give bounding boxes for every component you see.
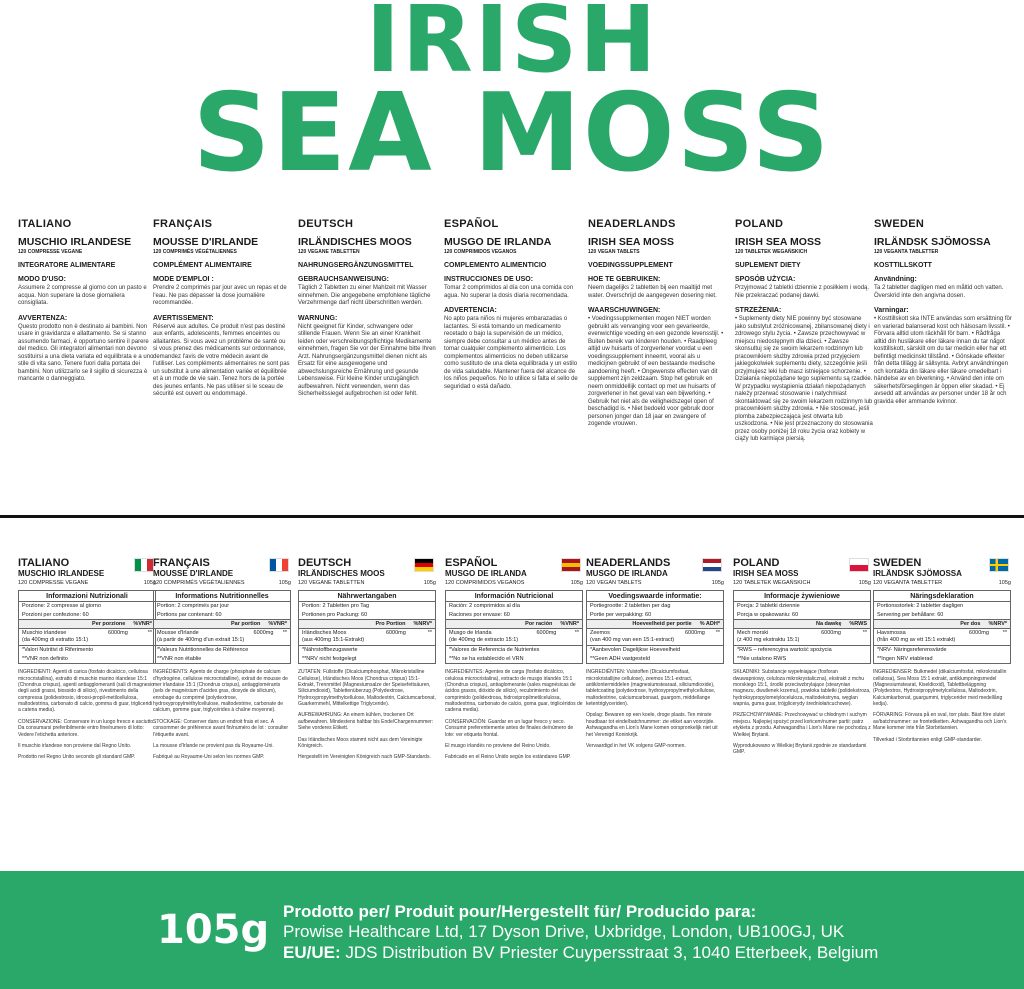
- pack-size-row: [733, 580, 871, 586]
- nutrient-amount: 6000mg: [253, 630, 274, 637]
- table-row: [446, 629, 582, 646]
- language-name: FRANÇAIS: [153, 557, 210, 569]
- ingredient-paragraph: Fabriqué au Royaume-Uni selon les normes GMP.: [153, 754, 265, 761]
- ingredient-paragraph: FÖRVARING: Förvara på en sval, torr plats. Bäst före slutet av/batchnummer: se frontetiketten. Ashwagandha och Lion's Mane kommer inte från Storbritannien.: [873, 712, 1007, 732]
- weight-label: 105g: [143, 580, 156, 586]
- section-text: Réservé aux adultes. Ce produit n'est pas destiné aux enfants, adolescents, femmes enceintes ou allaitantes. Si vous avez un problème de santé ou si vous prenez des médicaments sur ordonnance, demandez l'avis de votre médecin avant de l'utiliser. Les compléments alimentaires ne sont pas un substitut à une alimentation variée et équilibrée et à un mode de vie sain. Tenez hors de la portée des jeunes enfants. Ne pas utiliser si le sceau de sécurité est ouvert ou endommagé.: [153, 323, 290, 397]
- ingredient-paragraph: AUFBEWAHRUNG: An einem kühlen, trockenen Ort aufbewahren. Mindestens haltbar bis Ende/Chargennummer: Siehe vorderes Etikett.: [298, 712, 434, 732]
- table-row: [734, 629, 870, 646]
- table-footnote: *Valori Nutritivi di Riferimento: [22, 646, 94, 653]
- nutrition-column: [18, 557, 156, 761]
- country-flag-icon: [849, 558, 869, 572]
- language-name: SWEDEN: [874, 218, 925, 230]
- weight-label: 105g: [858, 580, 871, 586]
- table-header-row: [446, 619, 582, 629]
- table-footnote: **Geen ADH vastgesteld: [590, 655, 650, 662]
- column-header-nrv: %NRV*: [413, 621, 432, 628]
- column-header-nrv: %VNR*: [268, 621, 287, 628]
- table-header-row: [19, 619, 155, 629]
- ingredient-paragraph: CONSERVACIÓN: Guardar en un lugar fresco y seco. Consumir preferentemente antes de finales de/número de lote: ver etiqueta frontal.: [445, 718, 574, 738]
- language-name: NEADERLANDS: [588, 218, 676, 230]
- nutrient-name: Mech morski: [737, 630, 769, 637]
- section-heading: MODO D'USO:: [18, 276, 66, 283]
- table-footnote: **No se ha establecido el VRN: [449, 655, 524, 662]
- nutrition-table-title: Näringsdeklaration: [874, 591, 1010, 602]
- section-text: Przyjmować 2 tabletki dziennie z posiłkiem i wodą. Nie przekraczać podanej dawki.: [735, 285, 870, 299]
- nutrient-nrv: **: [427, 630, 432, 637]
- column-header-nrv: %NRV*: [988, 621, 1007, 628]
- column-header-nrv: %VNR*: [560, 621, 579, 628]
- section-text: Assumere 2 compresse al giorno con un pasto e acqua. Non superare la dose giornaliera consigliata.: [18, 285, 147, 306]
- section-text: • Suplementy diety NIE powinny być stosowane jako substytut zróżnicowanej, zbilansowanej diety i zdrowego stylu życia. • Zawsze przechowywać w miejscu niedostępnym dla dzieci. • Zawsze skonsultuj się ze swoim lekarzem rodzinnym lub pracownikiem służby zdrowia przed przyjęciem jakiegokolwiek suplementu diety, szczególnie jeśli przyjmujesz leki lub masz istniejące schorzenie. • Działania niepożądane tego suplementu są rzadkie. W przypadku wystąpienia działań niepożądanych należy przerwać stosowanie i natychmiast skontaktować się ze swoim lekarzem rodzinnym lub pracownikiem służby zdrowia. • Nie stosować, jeśli plomba zabezpieczająca jest otwarta lub uszkodzona. • Nie jest przeznaczony do stosowania przez osoby poniżej 18 roku życia oraz kobiety w ciąży lub karmiące piersią.: [735, 316, 873, 442]
- language-column: [153, 218, 291, 399]
- table-footnote: *Valores de Referencia de Nutrientes: [449, 646, 540, 653]
- nutrient-nrv: **: [715, 630, 720, 637]
- nutrition-table-title: Nährwertangaben: [299, 591, 435, 602]
- language-column: [735, 218, 873, 444]
- product-subtitle: 120 TABLETEK WEGAŃSKICH: [735, 249, 808, 255]
- nutrient-amount: 6000mg: [969, 630, 989, 637]
- product-name: MUSCHIO IRLANDESE: [18, 569, 105, 578]
- section-heading: HOE TE GEBRUIKEN:: [588, 276, 661, 283]
- pack-size-row: [445, 580, 583, 586]
- section-heading: COMPLÉMENT ALIMENTAIRE: [153, 262, 252, 269]
- weight-label: 105g: [998, 580, 1011, 586]
- table-row: [299, 629, 435, 646]
- nutrient-detail: (à partir de 400mg d'un extrait 15:1): [157, 637, 245, 644]
- servings-per-container: Servering per behållare: 60: [877, 611, 944, 618]
- table-header-row: [874, 619, 1010, 629]
- section-divider: [0, 515, 1024, 518]
- nutrient-detail: (aus 400mg 15:1-Extrakt): [302, 637, 365, 644]
- serving-size: Porzione: 2 compresse al giorno: [22, 603, 101, 609]
- nutrient-detail: (de 400mg de extracto 15:1): [449, 637, 519, 644]
- product-subtitle: 120 TABLETEK WEGAŃSKICH: [733, 580, 811, 586]
- footer-eu-label: EU/UE:: [283, 943, 341, 962]
- product-subtitle: 120 VEGANTA TABLETTER: [874, 249, 939, 255]
- product-name: MUSGO DE IRLANDA: [444, 236, 552, 248]
- ingredient-paragraph: INGREDIENTI: Agenti di carica (fosfato dicalcico, cellulosa microcristallina), estratto di muschio marino irlandese 15:1 (Chondrus crispus), agenti antiagglomeranti (sali di magnesio degli acidi grassi, biossido di silicio), rivestimento della compressa (polidestrosio, idrossi-propil-metilcellulosa, maltodestrina, carbonato di calcio, gomma di guar, trigliceridi a catena media).: [18, 669, 154, 714]
- ingredient-paragraph: SKŁADNIKI: Substancje wypełniające (fosforan dwuwapniowy, celuloza mikrokrystaliczna), ekstrakt z mchu morskiego 15:1, środki przeciwzbrylające (stearynian magnezu, dwutlenek krzemu), powłoka tabletki (polidekstroza, hydroksypropylometyloceluloza, maltodekstryna, węglan wapnia, guma guar, trójglicerydy średniołańcuchowe).: [733, 669, 871, 708]
- table-footnote: **Ingen NRV etablerad: [877, 655, 933, 662]
- table-header-row: [299, 619, 435, 629]
- section-heading: VOEDINGSSUPPLEMENT: [588, 262, 673, 269]
- section-text: • Voedingssupplementen mogen NIET worden gebruikt als vervanging voor een gevarieerde, evenwichtige voeding en een gezonde levensstijl. • Buiten bereik van kinderen houden. • Raadpleeg altijd uw huisarts of zorgverlener voordat u een voedingssupplement inneemt, vooral als u medicijnen gebruikt of een bestaande medische aandoening heeft. • Ongewenste effecten van dit supplement zijn zeldzaam. Stop het gebruik en neem onmiddellijk contact op met uw huisarts of zorgverlener in het geval van een bijwerking. • Gebruik het niet als de veiligheidszegel open of beschadigd is. • Niet bedoeld voor gebruik door personen jonger dan 18 jaar en zwangere of zogende vrouwen.: [588, 316, 724, 427]
- ingredient-paragraph: PRZECHOWYWANIE: Przechowywać w chłodnym i suchym miejscu. Najlepiej spożyć przed końcem/numer partii: patrz etykieta z przodu. Ashwagandha i Lion's Mane nie pochodzą z Wielkiej Brytanii.: [733, 712, 871, 738]
- nutrient-nrv: **: [574, 630, 579, 637]
- country-flag-icon: [134, 558, 154, 572]
- table-footnote: *Valeurs Nutritionnelles de Référence: [157, 646, 249, 653]
- nutrition-table-title: Información Nutricional: [446, 591, 582, 602]
- language-name: FRANÇAIS: [153, 218, 213, 230]
- language-name: ESPAÑOL: [444, 218, 499, 230]
- product-subtitle: 120 COMPRIMÉS VÉGÉTALIENNES: [153, 580, 245, 586]
- serving-size: Portion: 2 comprimés par jour: [157, 603, 230, 609]
- ingredient-paragraph: Hergestellt im Vereinigten Königreich nach GMP-Standards.: [298, 754, 431, 761]
- weight-label: 105g: [711, 580, 724, 586]
- language-name: DEUTSCH: [298, 557, 352, 569]
- product-subtitle: 120 COMPRIMIDOS VEGANOS: [444, 249, 517, 255]
- table-header-row: [734, 619, 870, 629]
- product-subtitle: 120 VEGANTA TABLETTER: [873, 580, 943, 586]
- ingredient-paragraph: Opslag: Bewaren op een koele, droge plaats. Ten minste houdbaar tot einde/batchnummer: zie etiket aan voorzijde. Ashwagandha en Lion's Mane komen oorspronkelijk niet uit het Verenigd Koninkrijk.: [586, 712, 718, 738]
- serving-size: Portion: 2 Tabletten pro Tag: [302, 603, 370, 609]
- ingredient-paragraph: La mousse d'Irlande ne provient pas du Royaume-Uni.: [153, 743, 274, 750]
- product-subtitle: 120 VEGANE TABLETTEN: [298, 249, 360, 255]
- pack-size-row: [153, 580, 291, 586]
- footer-eu-address: [283, 943, 878, 963]
- ingredient-paragraph: INGREDIËNTEN: Vulstoffen (Dicalciumfosfaat, microkristallijne cellulose), zeemos 15:1-extract, antiklontermiddelen (magnesiumstearaat, siliciumdioxide), tabletcoating (polydextrose, hydroxypropylmethylcellulose, maltodextrine, calciumcarbonaat, guargom, middellange ketentriglyceriden).: [586, 669, 716, 708]
- product-name: IRISH SEA MOSS: [733, 569, 799, 578]
- product-name: IRLÄNDISCHES MOOS: [298, 569, 385, 578]
- nutrition-column: [873, 557, 1011, 743]
- product-name: IRLÄNDISCHES MOOS: [298, 236, 412, 248]
- product-name: MUSCHIO IRLANDESE: [18, 236, 132, 248]
- column-header-per-serving: Hoeveelheid per portie: [632, 621, 692, 628]
- table-row: [154, 629, 290, 646]
- section-heading: SPOSÓB UŻYCIA:: [735, 276, 796, 283]
- column-header-per-serving: Per porzione: [92, 621, 126, 628]
- title-irish: IRISH: [365, 0, 659, 93]
- nutrition-column: [586, 557, 724, 749]
- section-heading: INTEGRATORE ALIMENTARE: [18, 262, 116, 269]
- serving-size: Portiegrootte: 2 tabletten per dag: [590, 603, 671, 609]
- product-subtitle: 120 VEGAN TABLETS: [586, 580, 642, 586]
- nutrient-name: Havsmossa: [877, 630, 906, 637]
- servings-per-container: Raciones por envase: 60: [449, 611, 510, 618]
- section-heading: SUPLEMENT DIETY: [735, 262, 801, 269]
- nutrient-name: Irländisches Moos: [302, 630, 347, 637]
- nutrient-nrv: **: [282, 630, 287, 637]
- section-text: No apto para niños ni mujeres embarazadas o lactantes. Si está tomando un medicamento recetado o bajo la supervisión de un médico, siempre debe consultar a un médico antes de tomar cualquier complemento alimenticio. Los complementos alimenticios no deben utilizarse como sustituto de una dieta equilibrada y un estilo de vida saludable. Mantener fuera del alcance de los niños pequeños. No lo utilice si falta el sello de seguridad o está dañado.: [444, 316, 578, 390]
- table-footnote: *Nährstoffbezugswerte: [302, 646, 358, 653]
- language-column: [18, 218, 156, 384]
- table-header-row: [587, 619, 723, 629]
- section-heading: STRZEŻENIA:: [735, 307, 782, 314]
- nutrition-column: [153, 557, 291, 761]
- product-subtitle: 120 COMPRIMIDOS VEGANOS: [445, 580, 525, 586]
- ingredient-paragraph: STOCKAGE: Conserver dans un endroit frais et sec. À consommer de préférence avant fin/numéro de lot : consulter l'étiquette avant.: [153, 718, 289, 738]
- nutrition-table-title: Voedingswaarde informatie:: [587, 591, 723, 602]
- column-header-nrv: % ADH*: [699, 621, 720, 628]
- country-flag-icon: [414, 558, 434, 572]
- column-header-per-serving: Por ración: [525, 621, 553, 628]
- column-header-nrv: %VNR*: [133, 621, 152, 628]
- nutrition-table: [586, 590, 724, 664]
- nutrient-name: Musgo de Irlanda: [449, 630, 492, 637]
- language-columns: [18, 218, 1014, 508]
- ingredient-paragraph: INGRÉDIENTS: Agents de charge (phosphate de calcium d'hydrogène, cellulose microcristalline), extrait de mousse de mer irlandaise 15:1 (Chondrus crispus), antiagglomérants (sels de magnésium d'acides gras, dioxyde de silicium), enrobage du comprimé (polydextrose, hydroxypropylméthylcellulose, maltodextrine, carbonate de calcium, gomme guar, triglycérides à chaîne moyenne).: [153, 669, 288, 714]
- language-column: [874, 218, 1012, 406]
- language-name: ESPAÑOL: [445, 557, 498, 569]
- nutrition-table: [873, 590, 1011, 664]
- title-sea-moss: SEA MOSS: [192, 71, 832, 196]
- pack-size-row: [873, 580, 1011, 586]
- nutrition-table: [153, 590, 291, 664]
- nutrition-table-title: Informacje żywieniowe: [734, 591, 870, 602]
- language-column: [444, 218, 582, 391]
- country-flag-icon: [561, 558, 581, 572]
- table-footnote: **Nie ustalono RWS: [737, 655, 787, 662]
- nutrition-column: [445, 557, 583, 761]
- section-text: • Kosttillskott ska INTE användas som ersättning för en varierad balanserad kost och hälsosam livsstil. • Förvara alltid utom räckhåll för barn. • Rådfråga alltid din husläkare eller läkare innan du tar något kosttillskott, särskilt om du tar medicin eller har ett befintligt medicinskt tillstånd. • Gönskade effekter från detta tillägg är sällsynta. Avbryt användningen och kontakta din läkare eller läkare omedelbart i händelse av en biverkning. • Använd den inte om säkerhetsförseglingen är öppen eller skadad. • Ej avsedd att användas av personer under 18 år och gravida eller ammande kvinnor.: [874, 316, 1012, 405]
- servings-per-container: Portionen pro Packung: 60: [302, 611, 368, 618]
- section-heading: WAARSCHUWINGEN:: [588, 307, 661, 314]
- language-name: ITALIANO: [18, 218, 72, 230]
- footer-eu-text: JDS Distribution BV Priester Cuypersstraat 3, 1040 Etterbeek, Belgium: [340, 943, 879, 962]
- serving-size: Portionsstorlek: 2 tabletter dagligen: [877, 603, 964, 609]
- section-heading: GEBRAUCHSANWEISUNG:: [298, 276, 389, 283]
- section-text: Täglich 2 Tabletten zu einer Mahlzeit mit Wasser einnehmen. Die angegebene empfohlene tägliche Verzehrmenge darf nicht überschritten werden.: [298, 285, 431, 306]
- nutrient-name: Mousse d'Irlande: [157, 630, 199, 637]
- nutrient-amount: 6000mg: [821, 630, 841, 637]
- section-text: Tomar 2 comprimidos al día con una comida con agua. No superar la dosis diaria recomendada.: [444, 285, 574, 299]
- section-heading: Användning:: [874, 276, 917, 283]
- nutrient-detail: (från 400 mg av ett 15:1 extrakt): [877, 637, 956, 644]
- table-footnote: **NRV nicht festgelegt: [302, 655, 357, 662]
- product-name: MOUSSE D'IRLANDE: [153, 236, 259, 248]
- net-weight: 105g: [157, 907, 270, 953]
- section-heading: AVERTISSEMENT:: [153, 314, 214, 322]
- pack-size-row: [586, 580, 724, 586]
- column-header-per-serving: Par portion: [231, 621, 261, 628]
- nutrition-table-title: Informations Nutritionnelles: [154, 591, 290, 602]
- servings-per-container: Porzioni per confezione: 60: [22, 611, 89, 618]
- section-text: Prendre 2 comprimés par jour avec un repas et de l'eau. Ne pas dépasser la dose journalière recommandée.: [153, 285, 287, 306]
- nutrition-column: [733, 557, 871, 756]
- weight-label: 105g: [423, 580, 436, 586]
- ingredient-paragraph: Das Irländisches Moos stammt nicht aus dem Vereinigte Königreich.: [298, 736, 423, 750]
- product-subtitle: 120 VEGANE TABLETTEN: [298, 580, 365, 586]
- language-name: POLAND: [735, 218, 784, 230]
- footer-produced-for: Prodotto per/ Produit pour/Hergestellt für/ Producido para:: [283, 902, 757, 921]
- nutrient-nrv: **: [147, 630, 152, 637]
- product-subtitle: 120 COMPRESSE VEGANE: [18, 249, 83, 255]
- nutrient-amount: 6000mg: [385, 630, 406, 637]
- section-heading: AVVERTENZA:: [18, 314, 68, 322]
- country-flag-icon: [269, 558, 289, 572]
- section-heading: KOSTTILLSKOTT: [874, 262, 932, 269]
- nutrient-nrv: **: [862, 630, 867, 637]
- product-name: MUSGO DE IRLANDA: [445, 569, 527, 578]
- weight-label: 105g: [278, 580, 291, 586]
- country-flag-icon: [989, 558, 1009, 572]
- table-header-row: [154, 619, 290, 629]
- country-flag-icon: [702, 558, 722, 572]
- serving-size: Ración: 2 comprimidos al día: [449, 603, 520, 609]
- ingredient-paragraph: INGREDIENTES: Agentes de carga (fosfato dicálcico, celulosa microcristalina), extracto de musgo irlandés 15:1 (Chondrus crispus), antiaglomerante (sales magnésicas de ácidos grasos, dióxido de silicio), recubrimiento del comprimido (polidextrosa, hidroxipropilmetilcelulosa, maltodextrina, carbonato de calcio, goma guar, triglicéridos de cadena media).: [445, 669, 583, 714]
- product-name: IRLÄNDSK SJÖMOSSA: [874, 236, 991, 248]
- nutrient-name: Muschio irlandese: [22, 630, 67, 637]
- ingredient-paragraph: Tillverkad i Storbritannien enligt GMP-standarder.: [873, 736, 983, 743]
- nutrient-nrv: **: [1002, 630, 1007, 637]
- ingredient-paragraph: Il muschio irlandese non proviene dal Regno Unito.: [18, 743, 132, 750]
- nutrition-table-title: Informazioni Nutrizionali: [19, 591, 155, 602]
- column-header-per-serving: Pro Portion: [375, 621, 406, 628]
- language-name: DEUTSCH: [298, 218, 354, 230]
- ingredient-paragraph: Fabricado en el Reino Unido según los estándares GMP.: [445, 754, 571, 761]
- section-heading: Varningar:: [874, 307, 909, 314]
- column-header-per-serving: Per dos: [960, 621, 981, 628]
- ingredient-paragraph: CONSERVAZIONE: Conservare in un luogo fresco e asciutto. Da consumarsi preferibilmente entro fine/numero di lotto: Vedere l'etichetta anteriore.: [18, 718, 155, 738]
- nutrient-amount: 6000mg: [536, 630, 557, 637]
- nutrient-detail: (van 400 mg van een 15:1-extract): [590, 637, 675, 644]
- nutrient-detail: (da 400mg di estratto 15:1): [22, 637, 89, 644]
- section-text: Neem dagelijks 2 tabletten bij een maaltijd met water. Overschrijd de aangegeven dosering niet.: [588, 285, 717, 299]
- table-footnote: **VNR non établie: [157, 655, 202, 662]
- section-heading: COMPLEMENTO ALIMENTICIO: [444, 262, 547, 269]
- column-header-nrv: %RWS: [849, 621, 867, 628]
- section-text: Questo prodotto non è destinato ai bambini. Non usare in gravidanza e allattamento. Se si stanno assumendo farmaci, è opportuno sentire il parere del medico. Gli integratori alimentari non devono sostituirsi a una dieta variata ed equilibrata e a uno stile di vita sano. Tenere fuori dalla portata dei bambini. Non utilizzarlo se il sigillo di sicurezza è mancante o danneggiato.: [18, 323, 154, 382]
- nutrient-detail: (z 400 mg ekstraktu 15:1): [737, 637, 800, 644]
- language-name: SWEDEN: [873, 557, 922, 569]
- servings-per-container: Portie per verpakking: 60: [590, 611, 652, 618]
- section-text: Nicht geeignet für Kinder, schwangere oder stillende Frauen. Wenn Sie an einer Krankheit leiden oder verschreibungspflichtige Medikamente einnehmen, fragen Sie vor der Einnahme bitte Ihren Arzt. Nahrungsergänzungsmittel dienen nicht als Ersatz für eine ausgewogene und abwechslungsreiche Ernährung und gesunde Lebensweise. Für kleine Kinder unzugänglich aufbewahren. Nicht verwenden, wenn das Sicherheitssiegel aufgebrochen ist oder fehlt.: [298, 323, 436, 397]
- product-name: IRLÄNDSK SJÖMOSSA: [873, 569, 962, 578]
- serving-size: Porcja: 2 tabletki dziennie: [737, 603, 800, 609]
- nutrition-table: [445, 590, 583, 664]
- nutrition-table: [733, 590, 871, 664]
- language-column: [298, 218, 436, 399]
- product-name: IRISH SEA MOSS: [588, 236, 674, 248]
- ingredient-paragraph: Prodotto nel Regno Unito secondo gli standard GMP.: [18, 754, 136, 761]
- servings-per-container: Porcja w opakowaniu: 60: [737, 611, 799, 618]
- table-footnote: *Aanbevolen Dagelijkse Hoeveelheid: [590, 646, 681, 653]
- product-name: MUSGO DE IRLANDA: [586, 569, 668, 578]
- ingredient-paragraph: INGREDIENSER: Bulkmedel (dikalciumfosfat, mikrokristallin cellulosa), Sea Moss 15:1 extrakt, antiklumpningsmedel (Magnesiumstearat, Kiseldioxid), Tablettbeläggning (Polydextros, Hydroxipropylmetylcellulosa, Maltodextrin, Kalciumkarbonat, guargummi, triglycerider med medellång kedja).: [873, 669, 1007, 708]
- column-header-per-serving: Na dawkę: [816, 621, 842, 628]
- product-name: IRISH SEA MOSS: [735, 236, 821, 248]
- ingredient-paragraph: ZUTATEN: Füllstoffe (Dicalciumphosphat, Mikrokristalline Cellulose), Irländisches Moos (Chondrus crispus) 15:1-Extrakt, Trennmittel (Magnesiumsalze der Speisefettsäuren, Siliciumdioxid), Tablettenüberzug (Polydextrose, Hydroxypropylmethylcellulose, Maltodextrin, Calciumcarbonat, Guarkernmehl, Mittelkettige Triglyceride).: [298, 669, 436, 708]
- servings-per-container: Portions par contenant: 60: [157, 611, 222, 618]
- weight-label: 105g: [570, 580, 583, 586]
- section-heading: ADVERTENCIA:: [444, 307, 497, 314]
- table-row: [19, 629, 155, 646]
- pack-size-row: [298, 580, 436, 586]
- pack-size-row: [18, 580, 156, 586]
- ingredient-paragraph: El musgo irlandés no proviene del Reino Unido.: [445, 743, 551, 750]
- section-heading: MODE D'EMPLOI :: [153, 276, 214, 283]
- product-subtitle: 120 VEGAN TABLETS: [588, 249, 640, 255]
- language-name: ITALIANO: [18, 557, 70, 569]
- nutrient-name: Zeemos: [590, 630, 610, 637]
- product-subtitle: 120 COMPRIMÉS VÉGÉTALIENNES: [153, 249, 237, 255]
- nutrition-column: [298, 557, 436, 761]
- table-row: [587, 629, 723, 646]
- section-heading: INSTRUCCIONES DE USO:: [444, 276, 534, 283]
- table-footnote: *NRV- Näringsreferensvärde: [877, 646, 947, 653]
- section-heading: WARNUNG:: [298, 314, 338, 322]
- nutrition-table: [18, 590, 156, 664]
- nutrient-amount: 6000mg: [684, 630, 705, 637]
- nutrition-table: [298, 590, 436, 664]
- table-footnote: *RWS – referencyjna wartość spożycia: [737, 646, 832, 653]
- language-name: NEADERLANDS: [586, 557, 671, 569]
- ingredient-paragraph: Wyprodukowano w Wielkiej Brytanii zgodnie ze standardami GMP.: [733, 743, 867, 756]
- footer-uk-address: Prowise Healthcare Ltd, 17 Dyson Drive, Uxbridge, London, UB100GJ, UK: [283, 922, 845, 941]
- table-row: [874, 629, 1010, 646]
- product-name: MOUSSE D'IRLANDE: [153, 569, 234, 578]
- section-text: Ta 2 tabletter dagligen med en måltid och vatten. Överskrid inte den angivna dosen.: [874, 285, 1004, 299]
- language-column: [588, 218, 726, 429]
- table-footnote: **VNR non definito: [22, 655, 68, 662]
- product-subtitle: 120 COMPRESSE VEGANE: [18, 580, 89, 586]
- nutrient-amount: 6000mg: [107, 630, 128, 637]
- footer-band: [0, 871, 1024, 989]
- section-heading: NAHRUNGSERGÄNZUNGSMITTEL: [298, 262, 414, 269]
- ingredient-paragraph: Vervaardigd in het VK volgens GMP-normen.: [586, 743, 686, 750]
- language-name: POLAND: [733, 557, 780, 569]
